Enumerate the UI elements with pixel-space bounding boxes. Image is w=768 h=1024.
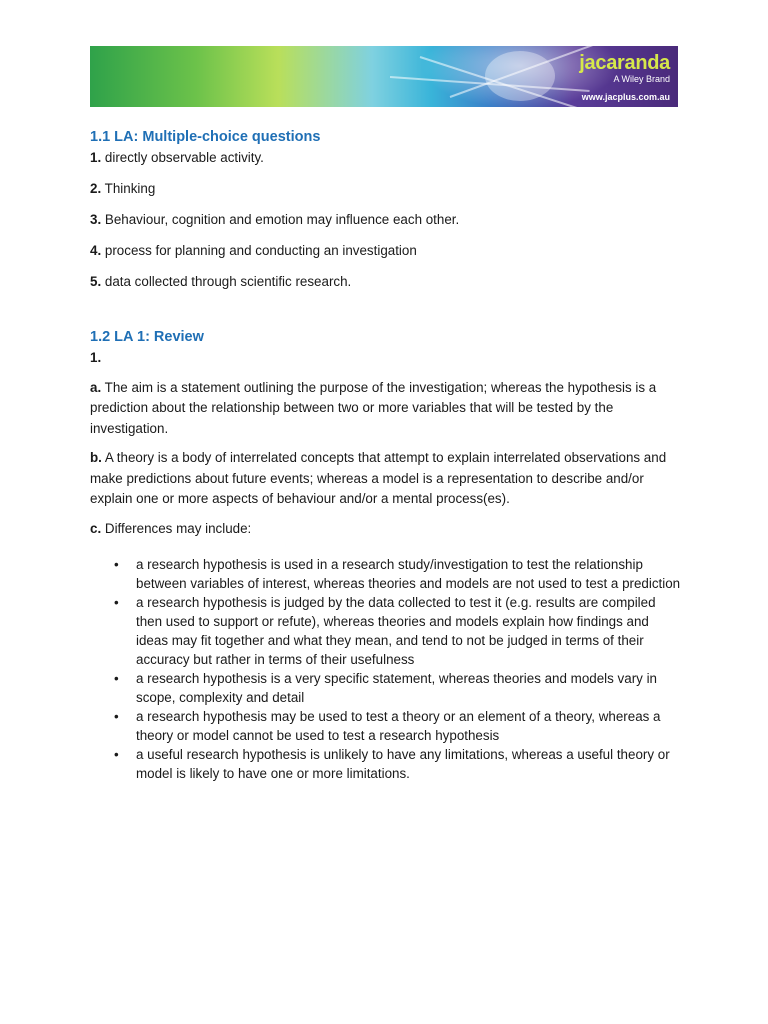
answer-text: Thinking: [101, 181, 156, 196]
question-number: [90, 348, 682, 368]
part-text: A theory is a body of interrelated concepts that attempt to explain interrelated observations and make predictions about future events; whereas a model is a representation to describe and/or explain one or more aspects of behaviour and/or a mental process(es).: [90, 450, 667, 507]
bullet-icon: •: [114, 595, 119, 611]
section-review: [90, 326, 682, 783]
section-heading: 1.2 LA 1: Review: [90, 329, 204, 346]
differences-list: [90, 555, 682, 783]
bullet-icon: •: [114, 671, 119, 687]
document-body: [90, 126, 682, 783]
answer-number: 4.: [90, 243, 102, 258]
list-item-text: a research hypothesis is judged by the data collected to test it (e.g. results are compiled then used to support or refute), whereas theories and models explain how findings and ideas may fit together and what they mean, and tend to not be judged in terms of their accuracy but rather in terms of their usefulness: [136, 595, 656, 668]
answer-text: directly observable activity.: [101, 150, 264, 165]
site-url: www.jacplus.com.au: [581, 92, 670, 102]
answer-text: Behaviour, cognition and emotion may influence each other.: [101, 212, 460, 227]
part-label: c.: [90, 521, 102, 537]
list-item-text: a research hypothesis may be used to test a theory or an element of a theory, whereas a theory or model cannot be used to test a research hypothesis: [136, 709, 661, 744]
answer-part-b: [90, 448, 682, 509]
list-item: [90, 555, 682, 593]
bullet-icon: •: [114, 747, 119, 763]
mcq-answer: [90, 272, 682, 292]
answer-part-a: [90, 378, 682, 439]
answer-number: 5.: [90, 274, 102, 289]
list-item: [90, 593, 682, 669]
logo-tagline: A Wiley Brand: [613, 74, 670, 84]
list-item: [90, 669, 682, 707]
section-multiple-choice: [90, 126, 682, 292]
part-text: The aim is a statement outlining the purpose of the investigation; whereas the hypothesis is a prediction about the relationship between two or more variables that will be tested by the investigation.: [90, 379, 657, 436]
question-number-label: 1.: [90, 350, 102, 366]
bullet-icon: •: [114, 709, 119, 725]
list-item: [90, 745, 682, 783]
answer-number: 1.: [90, 150, 102, 165]
bullet-icon: •: [114, 557, 119, 573]
answer-text: process for planning and conducting an investigation: [101, 243, 417, 258]
list-item-text: a research hypothesis is a very specific statement, whereas theories and models vary in scope, complexity and detail: [136, 671, 657, 706]
part-label: b.: [90, 450, 102, 466]
part-text: Differences may include:: [101, 521, 252, 537]
answer-part-c: [90, 519, 682, 539]
answer-number: 2.: [90, 181, 102, 196]
section-heading: 1.1 LA: Multiple-choice questions: [90, 129, 321, 145]
part-label: a.: [90, 379, 102, 395]
mcq-answer: [90, 148, 682, 168]
mcq-answer: [90, 241, 682, 261]
mcq-answer: [90, 179, 682, 199]
list-item-text: a research hypothesis is used in a research study/investigation to test the relationship between variables of interest, whereas theories and models are not used to test a prediction: [136, 557, 681, 592]
answer-number: 3.: [90, 212, 102, 227]
jacaranda-logo: [579, 52, 670, 103]
list-item-text: a useful research hypothesis is unlikely to have any limitations, whereas a useful theory or model is likely to have one or more limitations.: [136, 747, 670, 782]
list-item: [90, 707, 682, 745]
banner-light-spot: [485, 51, 555, 101]
logo-text: jacaranda: [579, 52, 670, 74]
mcq-answer: [90, 210, 682, 230]
answer-text: data collected through scientific research.: [101, 274, 352, 289]
header-banner: [90, 46, 678, 107]
